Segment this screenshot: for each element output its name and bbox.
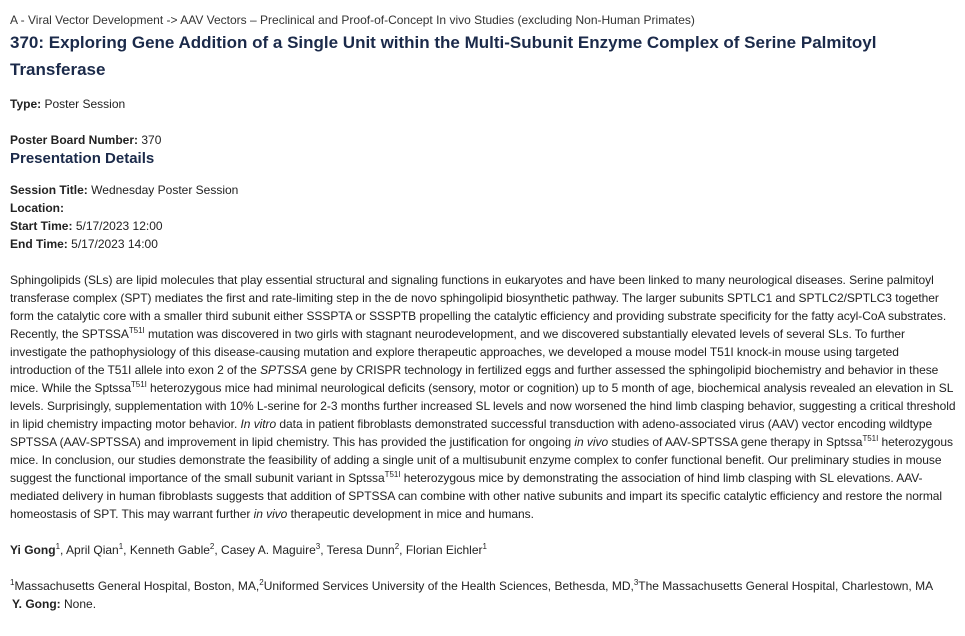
- board-label: Poster Board Number:: [10, 133, 139, 147]
- breadcrumb: A - Viral Vector Development -> AAV Vectors – Preclinical and Proof-of-Concept In vivo Studies (excluding Non-Human Primates): [10, 13, 695, 27]
- session-row: [10, 181, 955, 199]
- page-title: 370: Exploring Gene Addition of a Single Unit within the Multi-Subunit Enzyme Complex of Serine Palmitoyl Transferase: [10, 33, 877, 79]
- location-row: [10, 199, 955, 217]
- start-label: Start Time:: [10, 219, 73, 233]
- author-name: Casey A. Maguire: [221, 543, 316, 557]
- end-label: End Time:: [10, 237, 68, 251]
- abstract-text: Sphingolipids (SLs) are lipid molecules that play essential structural and signaling functions in eukaryotes and have been linked to many neurological diseases. Serine palmitoyl transferase complex (SPT) mediates the first and rate-limiting step in the de novo sphingolipid biosynthetic pathway. The larger subunits SPTLC1 and SPTLC2/SPTLC3 together form the catalytic core with a smaller third subunit either SSSPTA or SSSPTB propelling the catalytic efficiency and providing substrate specificity for the fatty acyl-CoA substrates. Recently, the $SPTSSA^{T51I}$ mutation was discovered in two girls with stagnant neurodevelopment, and we discovered substantially elevated levels of several SLs. To further investigate the pathophysiology of this disease-causing mutation and explore therapeutic approaches, we developed a mouse model T51I knock-in mouse using targeted introduction of the T51I allele into exon 2 of the SPTSSA gene by CRISPR technology in fertilized eggs and further assessed the sphingolipid biochemistry and behavior in these mice. While the Sptssa$^{T51I}$ heterozygous mice had minimal neurological deficits (sensory, motor or cognition) up to 5 month of age, biochemical analysis revealed an elevation in SL levels. Surprisingly, supplementation with 10% L-serine for 2-3 months further increased SL levels and now worsened the hind limb clasping behavior, suggesting a critical threshold in lipid chemistry impacting motor behavior. In vitro data in patient fibroblasts demonstrated successful transduction with adeno-associated virus (AAV) vector encoding wildtype SPTSSA (AAV-SPTSSA) and improvement in lipid chemistry. This has provided the justification for ongoing in vivo studies of AAV-SPTSSA gene therapy in Sptssa$^{T51I}$ heterozygous mice. In conclusion, our studies demonstrate the feasibility of adding a single unit of a multisubunit enzyme complex to confer functional benefit. Our preliminary studies in mouse suggest the functional importance of the small subunit variant in Sptssa$^{T51I}$ heterozygous mice by demonstrating the association of hind limb clasping with SL elevations. AAV-mediated delivery in human fibroblasts suggests that addition of SPTSSA can combine with other native subunits and impart its specific catalytic efficiency and restore the normal homeostasis of SPT. This may warrant further in vivo therapeutic development in mice and humans.: [10, 273, 956, 521]
- author-name: Florian Eichler: [405, 543, 483, 557]
- author-name: April Qian: [66, 543, 119, 557]
- disclosure-value: None.: [64, 597, 97, 611]
- session-label: Session Title:: [10, 183, 88, 197]
- disclosure-label: Y. Gong:: [12, 597, 61, 611]
- board-value: 370: [141, 133, 162, 147]
- disclosure-row: [12, 595, 955, 613]
- start-row: [10, 217, 955, 235]
- session-value: Wednesday Poster Session: [91, 183, 239, 197]
- board-row: [10, 131, 955, 149]
- location-label: Location:: [10, 201, 64, 215]
- end-row: [10, 235, 955, 253]
- affiliations: $^1$Massachusetts General Hospital, Boston, MA,$^2$Uniformed Services University of the Health Sciences, Bethesda, MD,$^3$The Massachusetts General Hospital, Charlestown, MA: [10, 578, 934, 593]
- type-label: Type:: [10, 97, 42, 111]
- type-value: Poster Session: [44, 97, 126, 111]
- author-name: Teresa Dunn: [326, 543, 395, 557]
- presentation-heading: Presentation Details: [10, 150, 155, 167]
- end-value: 5/17/2023 14:00: [71, 237, 158, 251]
- author-name: Kenneth Gable: [129, 543, 210, 557]
- author-list: Yi Gong$^1$, April Qian$^1$, Kenneth Gable$^2$, Casey A. Maguire$^3$, Teresa Dunn$^2$, Florian Eichler$^1$: [10, 542, 487, 557]
- author-name: Yi Gong: [10, 543, 56, 557]
- start-value: 5/17/2023 12:00: [75, 219, 163, 233]
- type-row: [10, 95, 955, 113]
